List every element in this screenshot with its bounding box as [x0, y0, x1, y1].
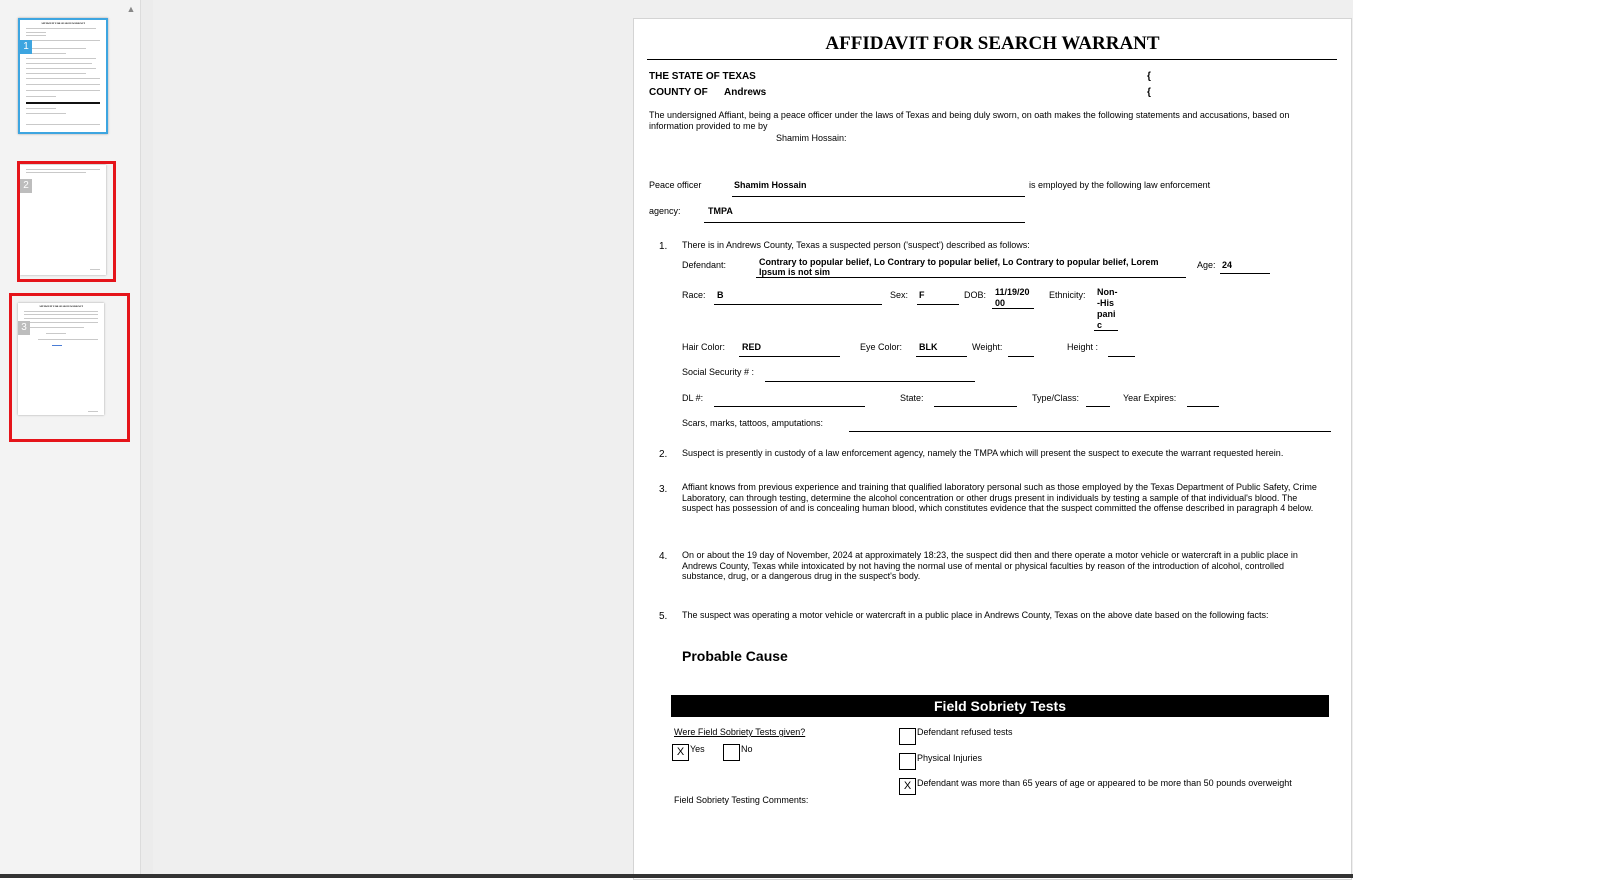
ethnicity-line-3: pani	[1097, 309, 1116, 319]
item-number: 4.	[659, 551, 668, 562]
dl-label: DL #:	[682, 393, 704, 403]
state-line: THE STATE OF TEXAS	[649, 71, 756, 82]
item-number: 3.	[659, 484, 668, 495]
yes-checkbox[interactable]: X	[672, 744, 689, 761]
ethnicity-line-2: -His	[1097, 298, 1115, 308]
ssn-label: Social Security # :	[682, 367, 755, 377]
injuries-label: Physical Injuries	[917, 753, 983, 763]
thumbnail-selection-highlight	[9, 293, 130, 442]
year-expires-label: Year Expires:	[1123, 393, 1177, 403]
thumbnail-number: 1	[20, 40, 32, 54]
item-4-text: On or about the 19 day of November, 2024 at approximately 18:23, the suspect did then and there operate a motor vehicle or watercraft in a public place in Andrews County, Texas while intoxicated by not having the normal use of mental or physical faculties by reason of the introduction of alcohol, controlled substance, drug, or a dangerous drug in the suspect's body.	[682, 550, 1298, 581]
injuries-checkbox[interactable]	[899, 753, 916, 770]
agency-value: TMPA	[708, 206, 733, 216]
hair-value: RED	[742, 342, 762, 352]
thumbnail-title: AFFIDAVIT FOR SEARCH WARRANT	[41, 22, 85, 25]
item-5-text: The suspect was operating a motor vehicle or watercraft in a public place in Andrews County, Texas on the above date based on the following facts:	[682, 610, 1269, 620]
thumbnail-number: 2	[20, 179, 32, 193]
sex-underline	[917, 304, 959, 305]
employed-text: is employed by the following law enforcement	[1029, 180, 1211, 190]
intro-text: The undersigned Affiant, being a peace officer under the laws of Texas and being duly sworn, on oath makes the following statements and accusations, based on information provided to me by	[649, 110, 1290, 131]
ethnicity-line-1: Non-	[1097, 287, 1118, 297]
brace-2: {	[1147, 87, 1151, 98]
no-checkbox[interactable]	[723, 744, 740, 761]
race-label: Race:	[682, 290, 706, 300]
officer-label: Peace officer	[649, 180, 702, 190]
race-value: B	[717, 290, 724, 300]
item-2-text: Suspect is presently in custody of a law enforcement agency, namely the TMPA which will present the suspect to execute the warrant requested herein.	[682, 448, 1284, 458]
intro-name: Shamim Hossain:	[776, 133, 847, 143]
eye-value: BLK	[919, 342, 938, 352]
document-page	[633, 18, 1352, 880]
yes-label: Yes	[690, 744, 705, 754]
age-value: 24	[1222, 260, 1233, 270]
scars-label: Scars, marks, tattoos, amputations:	[682, 418, 824, 428]
age-underline	[1220, 273, 1270, 274]
probable-cause-heading: Probable Cause	[682, 648, 788, 664]
agency-underline	[704, 222, 1025, 223]
sex-label: Sex:	[890, 290, 909, 300]
race-underline	[714, 304, 882, 305]
ethnicity-line-4: c	[1097, 320, 1103, 330]
eye-underline	[916, 356, 967, 357]
state-underline	[934, 406, 1017, 407]
defendant-label: Defendant:	[682, 260, 727, 270]
thumbnail-title: AFFIDAVIT FOR SEARCH WARRANT	[39, 305, 83, 308]
ethnicity-underline	[1094, 330, 1118, 331]
type-class-underline	[1086, 406, 1110, 407]
item-number: 1.	[659, 241, 668, 252]
officer-underline	[732, 196, 1025, 197]
dob-label: DOB:	[964, 290, 987, 300]
no-label: No	[741, 744, 753, 754]
state-label: State:	[900, 393, 924, 403]
thumbnail-number: 3	[18, 321, 30, 335]
hair-label: Hair Color:	[682, 342, 726, 352]
fst-question: Were Field Sobriety Tests given?	[674, 727, 806, 737]
refused-checkbox[interactable]	[899, 728, 916, 745]
overweight-label: Defendant was more than 65 years of age or appeared to be more than 50 pounds overweight	[917, 778, 1292, 788]
defendant-value-line-2: Ipsum is not sim	[759, 267, 831, 277]
ethnicity-label: Ethnicity:	[1049, 290, 1086, 300]
age-label: Age:	[1197, 260, 1216, 270]
dl-underline	[714, 406, 865, 407]
eye-label: Eye Color:	[860, 342, 903, 352]
fst-comments-label: Field Sobriety Testing Comments:	[674, 795, 809, 805]
hair-underline	[739, 356, 840, 357]
county-label: COUNTY OF	[649, 87, 708, 98]
item-number: 5.	[659, 611, 668, 622]
weight-label: Weight:	[972, 342, 1003, 352]
county-value: Andrews	[724, 87, 767, 98]
right-margin-area	[1353, 0, 1606, 878]
field-sobriety-tests-header: Field Sobriety Tests	[671, 695, 1329, 717]
year-expires-underline	[1187, 406, 1219, 407]
brace-1: {	[1147, 71, 1151, 82]
sex-value: F	[919, 290, 925, 300]
title-rule	[647, 59, 1337, 60]
defendant-underline	[756, 277, 1186, 278]
dob-value-line-1: 11/19/20	[995, 287, 1030, 297]
window-bottom-edge	[0, 874, 1353, 878]
defendant-value-line-1: Contrary to popular belief, Lo Contrary to popular belief, Lo Contrary to popular belief, Lorem	[759, 257, 1159, 267]
item-1-text: There is in Andrews County, Texas a suspected person ('suspect') described as follows:	[682, 240, 1030, 250]
thumbnail-page-1[interactable]	[18, 18, 108, 134]
scroll-up-arrow-icon[interactable]: ▲	[126, 4, 136, 14]
dob-underline	[992, 308, 1034, 309]
type-class-label: Type/Class:	[1032, 393, 1080, 403]
item-3-text: Affiant knows from previous experience and training that qualified laboratory personal such as those employed by the Texas Department of Public Safety, Crime Laboratory, can through testing, determine the alcohol concentration or other drugs present in individuals by testing a sample of that individual's blood. The suspect has possession of and is concealing human blood, which constitutes evidence that the suspect committed the offense described in paragraph 4 below.	[682, 482, 1317, 513]
dob-value-line-2: 00	[995, 298, 1006, 308]
height-underline	[1108, 356, 1135, 357]
item-number: 2.	[659, 449, 668, 460]
sidebar-scrollbar[interactable]	[140, 0, 153, 878]
weight-underline	[1008, 356, 1034, 357]
scars-underline	[849, 431, 1331, 432]
thumbnail-sidebar	[0, 0, 140, 878]
refused-label: Defendant refused tests	[917, 727, 1013, 737]
thumbnail-selection-highlight	[17, 161, 116, 282]
ssn-underline	[765, 381, 975, 382]
officer-value: Shamim Hossain	[734, 180, 807, 190]
overweight-checkbox[interactable]: X	[899, 778, 916, 795]
agency-label: agency:	[649, 206, 681, 216]
document-title: AFFIDAVIT FOR SEARCH WARRANT	[825, 33, 1160, 54]
height-label: Height :	[1067, 342, 1099, 352]
